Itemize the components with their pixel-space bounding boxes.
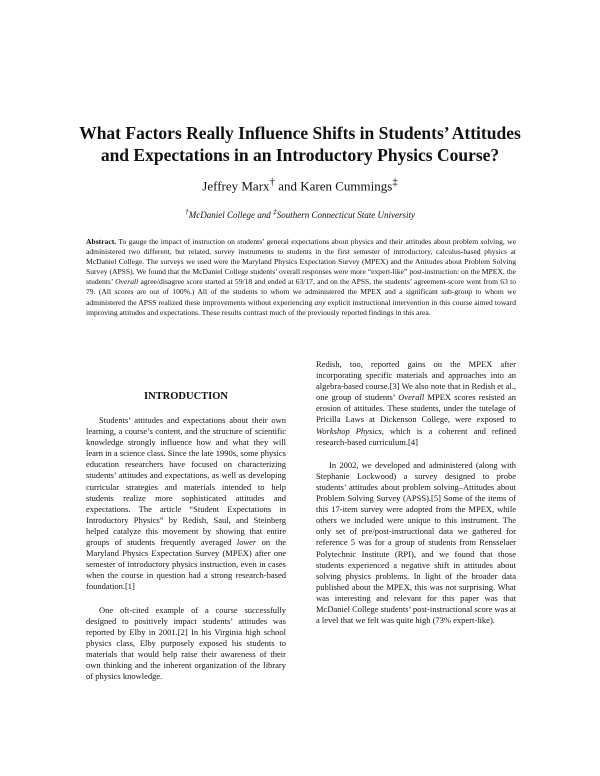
right-p1-italic-overall: Overall [398, 392, 425, 403]
abstract-italic-overall: Overall [115, 277, 139, 287]
right-paragraph-1 [316, 359, 516, 448]
author-2-mark: ‡ [392, 176, 398, 188]
affiliation-2: Southern Connecticut State University [276, 210, 415, 220]
affiliation-1-mark: † [185, 207, 189, 216]
right-p1-text-c: , which is a coherent and refined research-based curriculum.[4] [316, 425, 516, 447]
affiliation-2-mark: ‡ [273, 207, 277, 216]
left-column [86, 390, 286, 682]
title-line-1: What Factors Really Influence Shifts in Students’ Attitudes [79, 123, 521, 143]
author-2: Karen Cummings [300, 178, 393, 194]
paper-title [40, 122, 560, 166]
intro-paragraph-1 [86, 415, 286, 593]
abstract-text-1: To gauge the impact of instruction on students’ general expectations about physics and their attitudes about problem solving, we administered two different, but related, survey instruments to students in the first semester of introductory, calculus-based physics at McDaniel College. The surveys we used were the Maryland Physics Expectation Survey (MPEX) and the Attitudes about Problem Solving Survey (APSS). We found that the McDaniel College students’ overall responses were more “expert-like” post-instruction: on the MPEX, the students’ [86, 237, 516, 287]
right-paragraph-2: In 2002, we developed and administered (along with Stephanie Lockwood) a survey designed to probe students’ attitudes about problem solving–Attitudes about Problem Solving Survey (APSS).[5] Some of the items of this 17-item survey were adopted from the MPEX, while others we included were unique to this instrument. The only set of pre/post-instructional data we gathered for reference 5 was for a group of students from Rensselaer Polytechnic Institute (RPI), and we found that those students experienced a negative shift in attitudes about solving physics problems. In light of the broader data published about the MPEX, this was not surprising. What was interesting and relevant for this paper was that McDaniel College students’ post-instructional score was at a level that we felt was quite high (73% expert-like). [316, 459, 517, 626]
intro-p1-text-a: Students’ attitudes and expectations about their own learning, a course’s content, and the structure of scientific knowledge strongly influence how and what they will learn in a science class. Since the late 1990s, some physics education researchers have focused on characterizing students’ attitudes and expectations, as well as developing curricular strategies and materials intended to help students realize more sophisticated attitudes and expectations. The article “Student Expectations in Introductory Physics” by Redish, Saul, and Steinberg helped catalyze this movement by showing that entire groups of students frequently averaged [86, 415, 286, 548]
intro-p1-text-b: on the Maryland Physics Expectation Survey (MPEX) after one semester of introductory physics instruction, even in cases when the course in question had a strong research-based foundation.[1] [86, 537, 286, 592]
right-p1-text-a: Redish, too, reported gains on the MPEX after incorporating specific materials and approaches into an algebra-based course.[3] We also note that in Redish et al., one group of students’ [316, 359, 516, 403]
abstract [86, 237, 516, 318]
abstract-text-2: agree/disagree score started at 59/18 and ended at 63/17, and on the APSS, the students’ agreement-score went from 63 to 79. (All scores are out of 100%.) All of the students to whom we administered the MPEX and a significant sub-group to whom we administered the APSS realized these improvements without experiencing [86, 277, 516, 307]
authors-conjunction: and [274, 178, 301, 194]
section-heading-introduction: INTRODUCTION [143, 391, 228, 402]
abstract-text-3: explicit instructional intervention in this course aimed toward improving attitudes and expectations. These results contrast much of the previously reported findings in this area. [86, 297, 516, 317]
right-p1-italic-workshop: Workshop Physics [316, 425, 382, 436]
title-line-2: and Expectations in an Introductory Physics Course? [100, 145, 500, 165]
abstract-italic-any: any [314, 297, 326, 307]
right-p1-text-b: MPEX scores resisted an erosion of attitudes. These students, under the tutelage of Pricilla Laws at Dickenson College, were exposed to [316, 392, 516, 425]
affiliations [40, 206, 560, 221]
intro-p1-italic: lower [236, 537, 257, 548]
author-1-mark: † [269, 176, 275, 188]
abstract-label: Abstract. [86, 237, 117, 246]
right-column [316, 359, 516, 626]
authors [40, 174, 560, 194]
intro-paragraph-2: One oft-cited example of a course successfully designed to positively impact students’ attitudes was reported by Elby in 2001.[2] In his Virginia high school physics class, Elby purposely exposed his students to materials that would help raise their awareness of their own thinking and the inherent organization of the library of physics knowledge. [86, 604, 286, 682]
author-1: Jeffrey Marx [202, 178, 270, 194]
affiliation-1: McDaniel College and [188, 210, 273, 220]
